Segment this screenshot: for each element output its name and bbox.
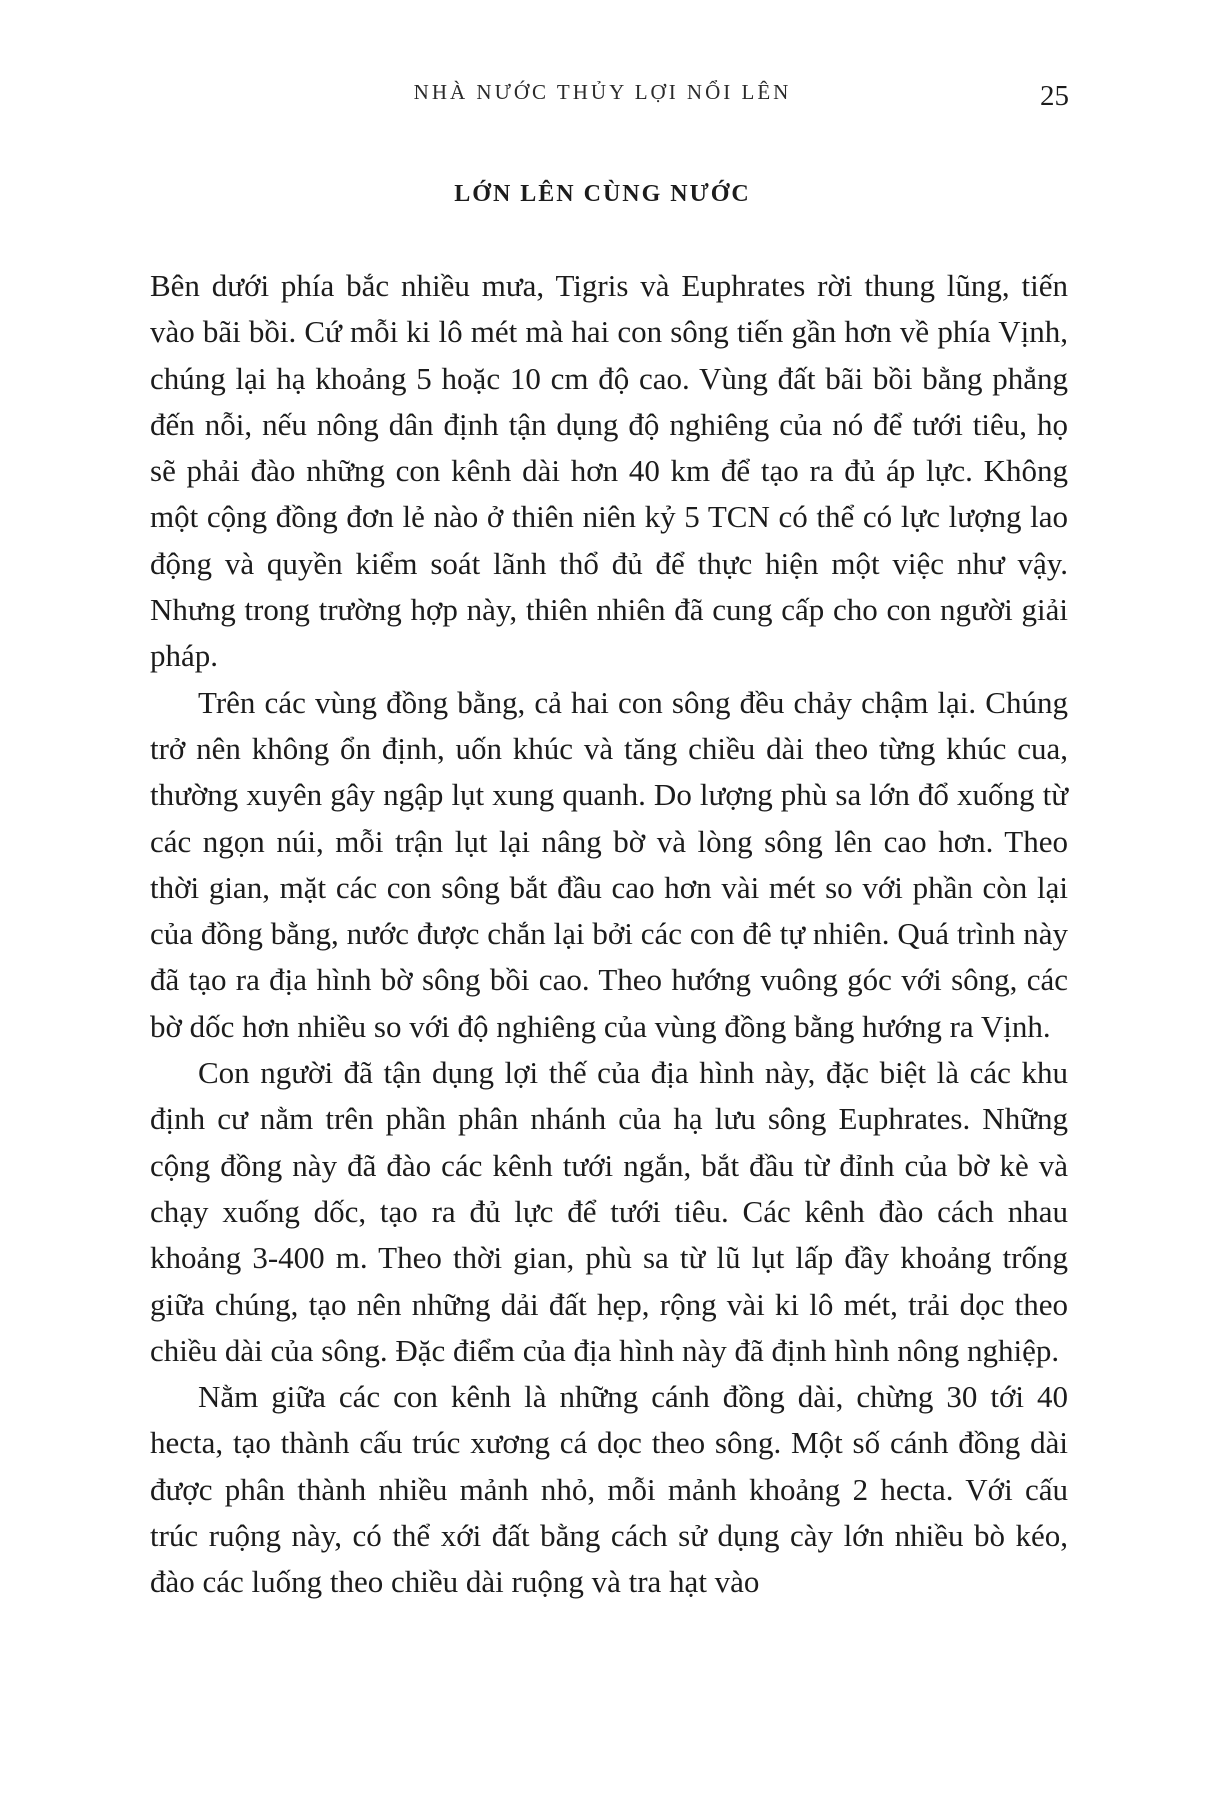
paragraph-2: Trên các vùng đồng bằng, cả hai con sông đều chảy chậm lại. Chúng trở nên không ổn định, uốn khúc và tăng chiều dài theo từng khúc cua, thường xuyên gây ngập lụt xung quanh. Do lượng phù sa lớn đổ xuống từ các ngọn núi, mỗi trận lụt lại nâng bờ và lòng sông lên cao hơn. Theo thời gian, mặt các con sông bắt đầu cao hơn vài mét so với phần còn lại của đồng bằng, nước được chắn lại bởi các con đê tự nhiên. Quá trình này đã tạo ra địa hình bờ sông bồi cao. Theo hướng vuông góc với sông, các bờ dốc hơn nhiều so với độ nghiêng của vùng đồng bằng hướng ra Vịnh. [150,684,1068,1044]
page-number: 25 [1040,80,1069,112]
running-header: NHÀ NƯỚC THỦY LỢI NỔI LÊN [413,80,792,104]
paragraph-4: Nằm giữa các con kênh là những cánh đồng dài, chừng 30 tới 40 hecta, tạo thành cấu trúc xương cá dọc theo sông. Một số cánh đồng dài được phân thành nhiều mảnh nhỏ, mỗi mảnh khoảng 2 hecta. Với cấu trúc ruộng này, có thể xới đất bằng cách sử dụng cày lớn nhiều bò kéo, đào các luống theo chiều dài ruộng và tra hạt vào [150,1379,1068,1600]
body-text [150,263,1068,1606]
paragraph-1: Bên dưới phía bắc nhiều mưa, Tigris và Euphrates rời thung lũng, tiến vào bãi bồi. Cứ mỗi ki lô mét mà hai con sông tiến gần hơn về phía Vịnh, chúng lại hạ khoảng 5 hoặc 10 cm độ cao. Vùng đất bãi bồi bằng phẳng đến nỗi, nếu nông dân định tận dụng độ nghiêng của nó để tưới tiêu, họ sẽ phải đào những con kênh dài hơn 40 km để tạo ra đủ áp lực. Không một cộng đồng đơn lẻ nào ở thiên niên kỷ 5 TCN có thể có lực lượng lao động và quyền kiểm soát lãnh thổ đủ để thực hiện một việc như vậy. Nhưng trong trường hợp này, thiên nhiên đã cung cấp cho con người giải pháp. [150,268,1068,674]
section-title: LỚN LÊN CÙNG NƯỚC [454,181,751,207]
paragraph-3: Con người đã tận dụng lợi thế của địa hình này, đặc biệt là các khu định cư nằm trên phần phân nhánh của hạ lưu sông Euphrates. Những cộng đồng này đã đào các kênh tưới ngắn, bắt đầu từ đỉnh của bờ kè và chạy xuống dốc, tạo ra đủ lực để tưới tiêu. Các kênh đào cách nhau khoảng 3-400 m. Theo thời gian, phù sa từ lũ lụt lấp đầy khoảng trống giữa chúng, tạo nên những dải đất hẹp, rộng vài ki lô mét, trải dọc theo chiều dài của sông. Đặc điểm của địa hình này đã định hình nông nghiệp. [150,1055,1068,1368]
